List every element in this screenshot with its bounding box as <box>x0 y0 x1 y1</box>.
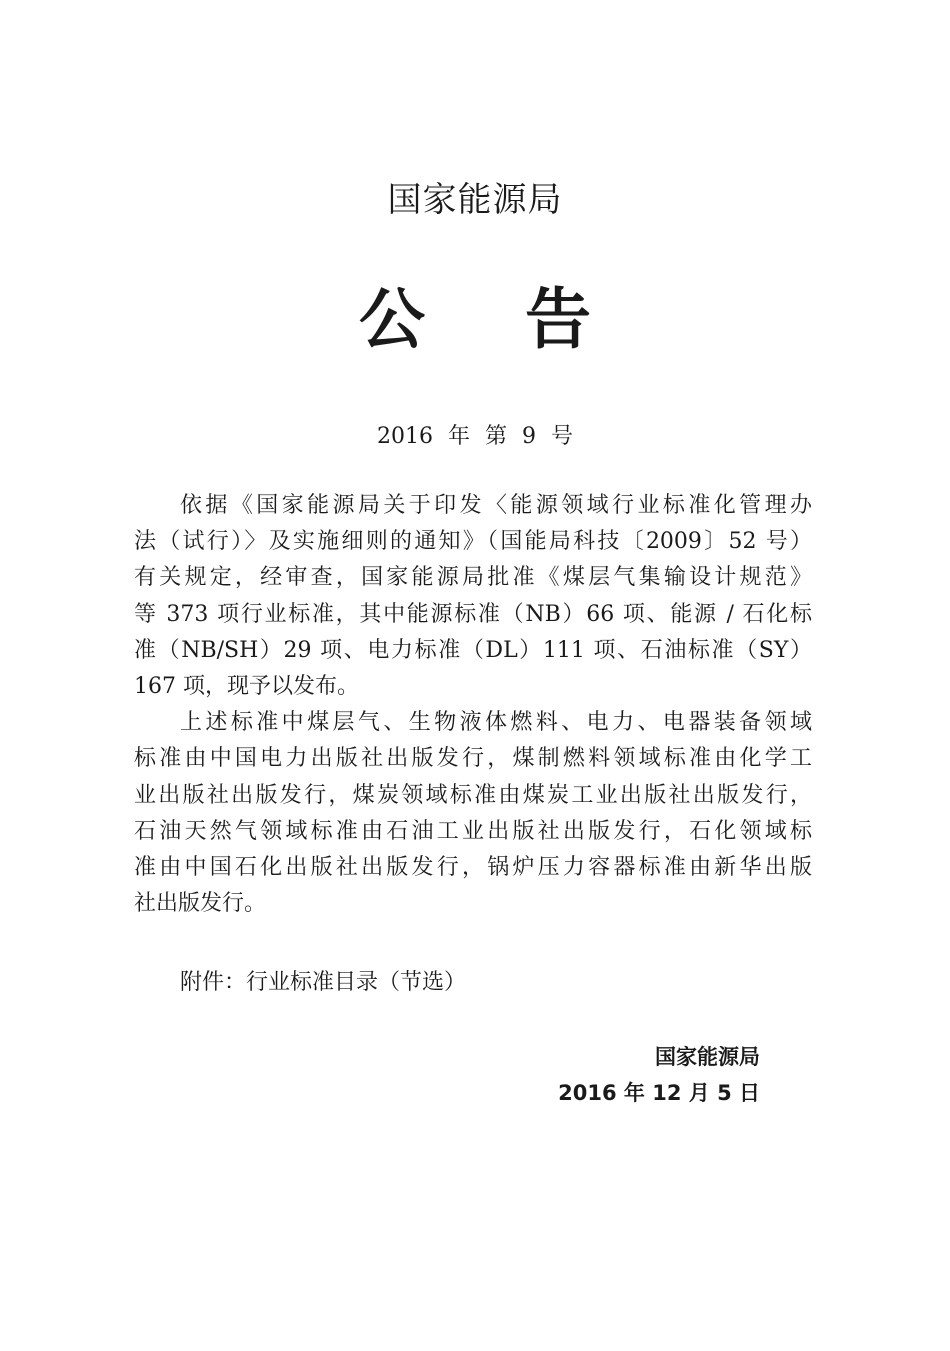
text-line: 等 373 项行业标准，其中能源标准（NB）66 项、能源 / 石化标 <box>134 601 812 627</box>
signature-date: 2016 年 12 月 5 日 <box>558 1081 760 1105</box>
text-line: 标准由中国电力出版社出版发行，煤制燃料领域标准由化学工 <box>134 746 812 772</box>
text-line: 有关规定，经审查，国家能源局批准《煤层气集输设计规范》 <box>134 565 812 591</box>
signature-block <box>558 1040 760 1112</box>
paragraph-1 <box>134 488 812 705</box>
text-line: 法（试行）〉及实施细则的通知》（国能局科技〔2009〕52 号） <box>134 529 812 555</box>
announcement-body <box>134 488 812 922</box>
signature-org: 国家能源局 <box>655 1045 760 1069</box>
text-line: 依据《国家能源局关于印发〈能源领域行业标准化管理办 <box>180 493 812 518</box>
text-line: 准由中国石化出版社出版发行，锅炉压力容器标准由新华出版 <box>134 854 812 880</box>
document-number: 2016 年 第 9 号 <box>377 424 573 449</box>
attachment-note: 附件：行业标准目录（节选） <box>180 970 467 995</box>
text-line: 业出版社出版发行，煤炭领域标准由煤炭工业出版社出版发行， <box>134 782 812 808</box>
text-line: 石油天然气领域标准由石油工业出版社出版发行，石化领域标 <box>134 818 812 844</box>
text-line: 准（NB/SH）29 项、电力标准（DL）111 项、石油标准（SY） <box>134 637 812 663</box>
text-line: 社出版发行。 <box>134 891 267 917</box>
text-line: 上述标准中煤层气、生物液体燃料、电力、电器装备领域 <box>180 710 812 736</box>
issuer-heading: 国家能源局 <box>387 180 563 220</box>
text-line: 167 项，现予以发布。 <box>134 673 359 699</box>
document-title: 公告 <box>359 281 691 358</box>
paragraph-2 <box>134 705 812 922</box>
